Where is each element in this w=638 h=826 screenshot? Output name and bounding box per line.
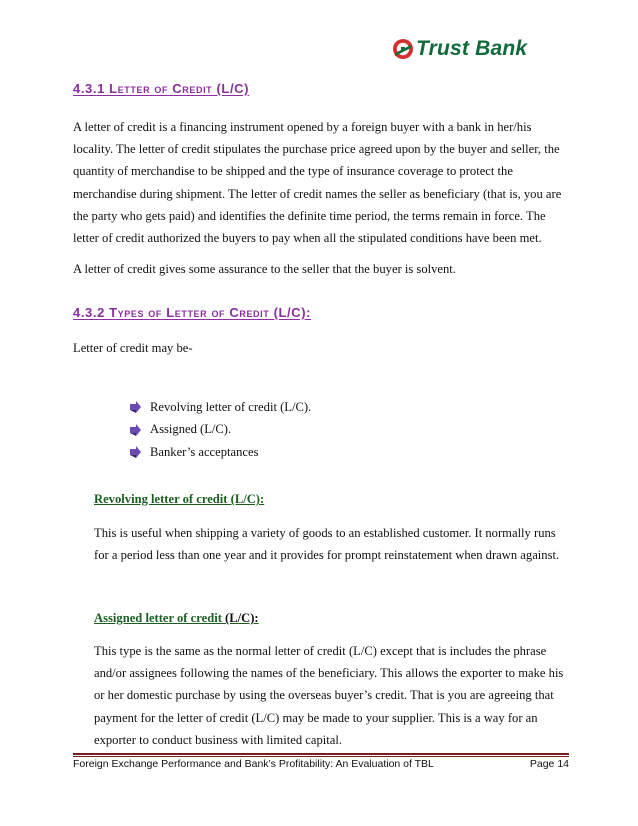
arrow-bullet-icon: [128, 400, 142, 414]
paragraph-lc-definition: A letter of credit is a financing instrument opened by a foreign buyer with a bank in her/his locality. The letter of credit stipulates the purchase price agreed upon by the buyer and seller, the quantity of merchandise to be shipped and the type of insurance coverage to protect the merchandise during shipment. The letter of credit names the seller as beneficiary (that is, you are the party who gets paid) and identifies the definite time period, the terms remain in force. The letter of credit authorized the buyers to pay when all the stipulated conditions have been met.: [73, 120, 562, 246]
arrow-bullet-icon: [128, 445, 142, 459]
subheading-revolving-lc: Revolving letter of credit (L/C):: [94, 492, 265, 506]
trust-bank-logo: [392, 34, 527, 64]
paragraph-revolving-lc: This is useful when shipping a variety of goods to an established customer. It normally runs for a period less than one year and it provides for prompt reinstatement when drawn against.: [94, 526, 560, 563]
list-item: Banker’s acceptances: [128, 441, 311, 464]
arrow-bullet-icon: [128, 423, 142, 437]
list-item: Assigned (L/C).: [128, 419, 311, 442]
page-footer: [73, 758, 569, 770]
subheading-assigned-lc: Assigned letter of credit (L/C):: [94, 611, 259, 625]
page-number: Page 14: [529, 758, 569, 770]
paragraph-assigned-lc: This type is the same as the normal letter of credit (L/C) except that is includes the phrase and/or assignees following the names of the beneficiary. This allows the exporter to make his or her domestic purchase by using the overseas buyer’s credit. That is you are agreeing that payment for the letter of credit (L/C) may be made to your supplier. This is a way for an exporter to conduct business with limited capital.: [94, 644, 564, 747]
section-heading-types-of-lc: 4.3.2 Types of Letter of Credit (L/C):: [73, 305, 312, 320]
types-intro: Letter of credit may be-: [73, 341, 193, 355]
trust-bank-logo-icon: [392, 38, 414, 60]
lc-types-list: [128, 396, 311, 464]
footer-title: Foreign Exchange Performance and Bank’s Profitability: An Evaluation of TBL: [73, 758, 434, 770]
paragraph-lc-assurance: A letter of credit gives some assurance to the seller that the buyer is solvent.: [73, 262, 456, 276]
section-heading-letter-of-credit: 4.3.1 Letter of Credit (L/C): [73, 81, 250, 96]
logo-text: Trust Bank: [416, 37, 528, 60]
footer-divider: [73, 753, 569, 755]
list-item: Revolving letter of credit (L/C).: [128, 396, 311, 419]
